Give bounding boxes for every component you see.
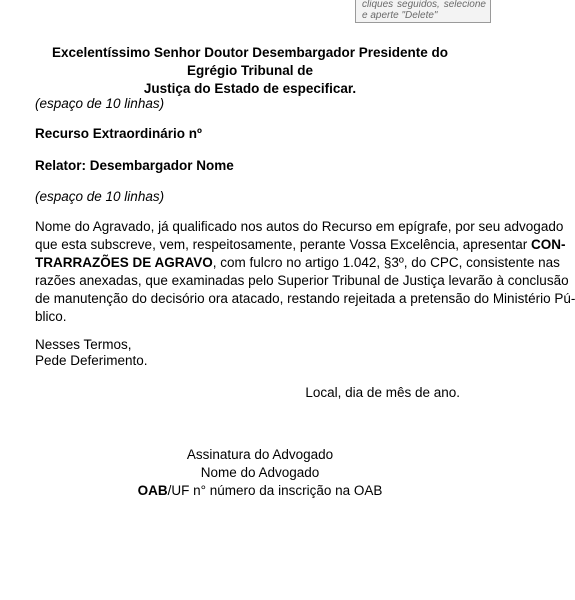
document-heading — [30, 44, 470, 98]
body-line-2 — [35, 236, 566, 254]
signature-block — [100, 446, 420, 500]
instruction-note-text: cliques seguidos, selecione e aperte "Delete" — [362, 0, 486, 21]
body-line-1-text: Nome do Agravado, já qualificado nos autos do Recurso em epígrafe, por seu advogado — [35, 219, 564, 234]
oab-label: OAB — [137, 483, 168, 498]
body-line-3-text: , com fulcro no artigo 1.042, §3º, do CPC, consistente nas — [212, 255, 560, 270]
place-date: Local, dia de mês de ano. — [305, 385, 460, 400]
body-line-2-bold: CON- — [531, 237, 566, 252]
body-line-2-text: que esta subscreve, vem, respeitosamente, perante Vossa Excelência, apresentar — [35, 237, 532, 252]
instruction-note — [355, 0, 491, 23]
body-line-4 — [35, 272, 569, 290]
body-line-3-bold: TRARRAZÕES DE AGRAVO — [35, 255, 213, 270]
body-line-5-text: de manutenção do decisório ora atacado, restando rejeitada a pretensão do Ministério Pú- — [35, 291, 575, 306]
closing-line-2: Pede Deferimento. — [35, 353, 148, 368]
spacer-note-2: (espaço de 10 linhas) — [35, 189, 165, 204]
recurso-line: Recurso Extraordinário nº — [35, 126, 202, 141]
body-line-5 — [35, 290, 575, 308]
heading-line-2: Justiça do Estado de especificar. — [143, 81, 357, 96]
lawyer-name: Nome do Advogado — [200, 465, 320, 480]
body-line-6-text: blico. — [35, 309, 67, 324]
body-line-4-text: razões anexadas, que examinadas pelo Superior Tribunal de Justiça levarão à conclusão — [35, 273, 569, 288]
body-line-6 — [35, 308, 460, 326]
body-line-1 — [35, 218, 564, 236]
body-line-3 — [35, 254, 560, 272]
heading-line-1: Excelentíssimo Senhor Doutor Desembargador Presidente do Egrégio Tribunal de — [51, 45, 449, 78]
signature-line: Assinatura do Advogado — [186, 447, 334, 462]
spacer-note-1: (espaço de 10 linhas) — [35, 96, 165, 111]
closing-line-1: Nesses Termos, — [35, 337, 132, 352]
relator-line: Relator: Desembargador Nome — [35, 158, 234, 173]
oab-number: /UF n° número da inscrição na OAB — [167, 483, 383, 498]
oab-line — [100, 482, 420, 500]
